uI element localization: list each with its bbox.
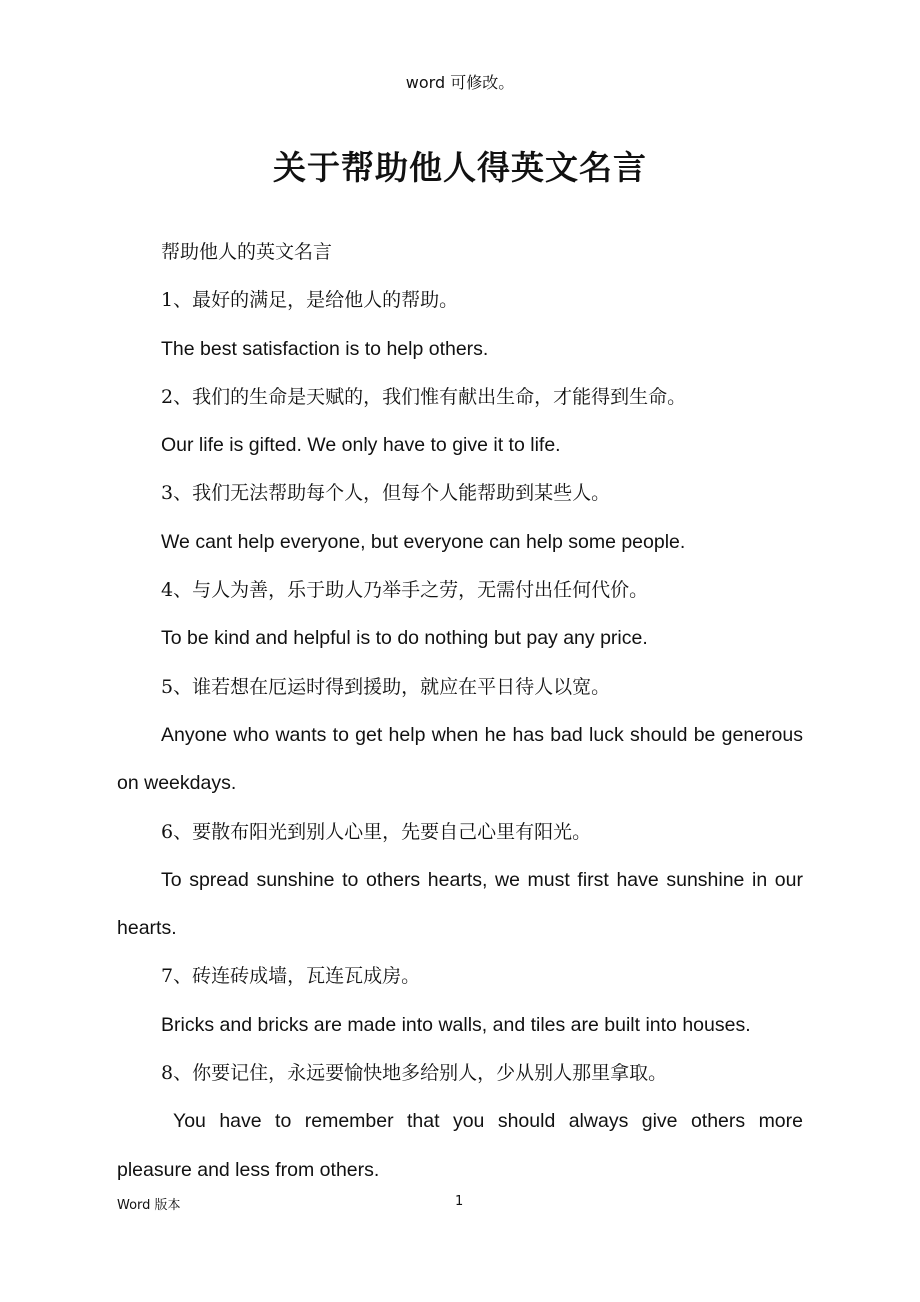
quote-3-en: We cant help everyone, but everyone can help some people. — [161, 530, 686, 553]
quote-7-en: Bricks and bricks are made into walls, and tiles are built into houses. — [161, 1013, 751, 1036]
page-header: word 可修改。 — [405, 73, 515, 92]
quote-1-en: The best satisfaction is to help others. — [161, 337, 489, 360]
quote-6-en-line-2: hearts. — [117, 917, 177, 940]
quote-8-en-line-1: You have to remember that you should always give others more — [173, 1110, 803, 1133]
quote-4-en: To be kind and helpful is to do nothing but pay any price. — [161, 627, 648, 650]
quote-2-en: Our life is gifted. We only have to give it to life. — [161, 434, 561, 457]
quote-8-zh: 8、你要记住，永远要愉快地多给别人，少从别人那里拿取。 — [161, 1062, 668, 1085]
subtitle-line: 帮助他人的英文名言 — [161, 241, 333, 263]
quote-2-zh: 2、我们的生命是天赋的，我们惟有献出生命，才能得到生命。 — [161, 385, 687, 408]
quote-4-zh: 4、与人为善，乐于助人乃举手之劳，无需付出任何代价。 — [161, 579, 649, 602]
quote-8-en-line-2: pleasure and less from others. — [117, 1158, 380, 1181]
quote-6-en-line-1: To spread sunshine to others hearts, we must first have sunshine in our — [161, 868, 803, 891]
quote-3-zh: 3、我们无法帮助每个人，但每个人能帮助到某些人。 — [161, 482, 611, 505]
document-body — [117, 228, 803, 1194]
quote-5-zh: 5、谁若想在厄运时得到援助，就应在平日待人以宽。 — [161, 675, 611, 698]
quote-5-en-line-2: on weekdays. — [117, 772, 237, 795]
quote-1-zh: 1、最好的满足，是给他人的帮助。 — [161, 289, 459, 312]
quote-5-en-line-1: Anyone who wants to get help when he has bad luck should be generous — [161, 723, 803, 746]
quote-7-zh: 7、砖连砖成墙，瓦连瓦成房。 — [161, 965, 421, 988]
document-title: 关于帮助他人得英文名言 — [273, 148, 647, 187]
quote-6-zh: 6、要散布阳光到别人心里，先要自己心里有阳光。 — [161, 820, 592, 843]
footer-label: Word 版本 — [117, 1198, 181, 1213]
page-number: 1 — [455, 1194, 464, 1209]
